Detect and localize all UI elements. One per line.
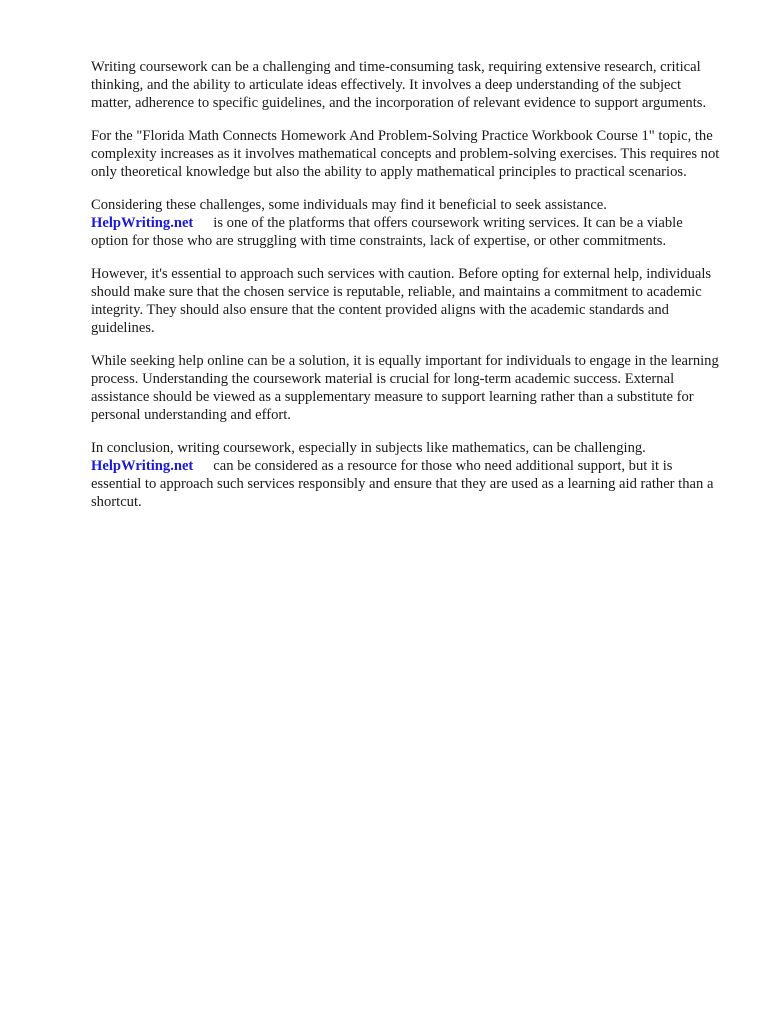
paragraph-engagement: While seeking help online can be a solution, it is equally important for individuals to engage in the learning process. Understanding the coursework material is crucial for long-term academic success. External assistance should be viewed as a supplementary measure to support learning rather than a substitute for personal understanding and effort. <box>91 353 719 423</box>
paragraph-caution: However, it's essential to approach such services with caution. Before opting for external help, individuals should make sure that the chosen service is reputable, reliable, and maintains a commitment to academic integrity. They should also ensure that the content provided aligns with the academic standards and guidelines. <box>91 266 712 336</box>
document-body <box>91 58 721 526</box>
paragraph-conclusion <box>91 439 721 511</box>
paragraph-assistance <box>91 196 721 250</box>
paragraph-intro: Writing coursework can be a challenging and time-consuming task, requiring extensive research, critical thinking, and the ability to articulate ideas effectively. It involves a deep understanding of the subject matter, adherence to specific guidelines, and the incorporation of relevant evidence to support arguments. <box>91 59 707 111</box>
helpwriting-link[interactable]: HelpWriting.net <box>91 215 194 231</box>
paragraph-text: can be considered as a resource for those who need additional support, but it is essential to approach such services responsibly and ensure that they are used as a learning aid rather than a shortcut. <box>91 458 714 510</box>
paragraph-topic: For the "Florida Math Connects Homework And Problem-Solving Practice Workbook Course 1" topic, the complexity increases as it involves mathematical concepts and problem-solving exercises. This requires not only theoretical knowledge but also the ability to apply mathematical principles to practical scenarios. <box>91 128 720 180</box>
paragraph-text: Considering these challenges, some individuals may find it beneficial to seek assistance. <box>91 197 607 213</box>
paragraph-text: In conclusion, writing coursework, especially in subjects like mathematics, can be challenging. <box>91 440 646 456</box>
helpwriting-link[interactable]: HelpWriting.net <box>91 458 194 474</box>
paragraph-text: is one of the platforms that offers coursework writing services. It can be a viable option for those who are struggling with time constraints, lack of expertise, or other commitments. <box>91 215 683 249</box>
